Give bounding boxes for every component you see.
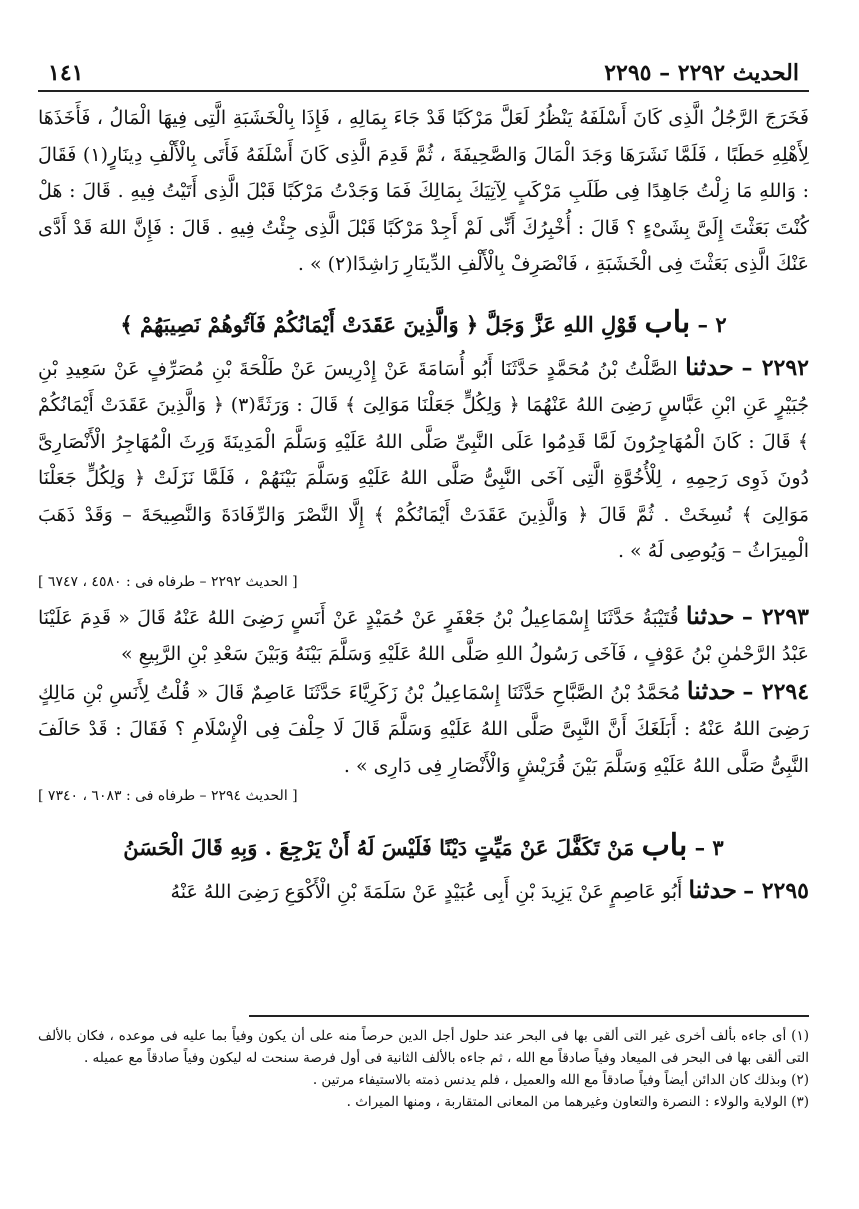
haddatha-label: حدثنا	[686, 675, 736, 705]
chapter-word: باب	[641, 828, 688, 863]
chapter-number: ٢ –	[697, 311, 727, 337]
hadith-number: ٢٢٩٤ –	[742, 678, 810, 705]
hadith-2295	[38, 872, 809, 911]
header-divider	[38, 90, 809, 92]
hadith-text: مُحَمَّدُ بْنُ الصَّبَّاحِ حَدَّثَنَا إِسْمَاعِيلُ بْنُ زَكَرِيَّاءَ حَدَّثَنَا عَاصِمٌ قَالَ « قُلْتُ لِأَنَسِ بْنِ مَالِكٍ رَضِىَ اللهُ عَنْهُ : أَبَلَغَكَ أَنَّ النَّبِىَّ صَلَّى اللهُ عَلَيْهِ وَسَلَّمَ قَالَ لَا حِلْفَ فِى الْإِسْلَامِ ؟ فَقَالَ : قَدْ حَالَفَ النَّبِىُّ صَلَّى اللهُ عَلَيْهِ وَسَلَّمَ بَيْنَ قُرَيْشٍ وَالْأَنْصَارِ فِى دَارِى » .	[38, 681, 809, 777]
hadith-text: الصَّلْتُ بْنُ مُحَمَّدٍ حَدَّثَنَا أَبُو أُسَامَةَ عَنْ إِدْرِيسَ عَنْ طَلْحَةَ بْنِ مُصَرِّفٍ عَنْ سَعِيدِ بْنِ جُبَيْرٍ عَنِ ابْنِ عَبَّاسٍ رَضِىَ اللهُ عَنْهُمَا ﴿ وَلِكُلٍّ جَعَلْنَا مَوَالِىَ ﴾ قَالَ : وَرَثَةً(٣) ﴿ وَالَّذِينَ عَقَدَتْ أَيْمَانُكُمْ ﴾ قَالَ : كَانَ الْمُهَاجِرُونَ لَمَّا قَدِمُوا عَلَى النَّبِىِّ صَلَّى اللهُ عَلَيْهِ وَسَلَّمَ الْمَدِينَةَ وَرِثَ الْمُهَاجِرُ الْأَنْصَارِىَّ دُونَ ذَوِى رَحِمِهِ ، لِلْأُخُوَّةِ الَّتِى آخَى النَّبِىُّ صَلَّى اللهُ عَلَيْهِ وَسَلَّمَ بَيْنَهُمْ ، فَلَمَّا نَزَلَتْ ﴿ وَلِكُلٍّ جَعَلْنَا مَوَالِىَ ﴾ نُسِخَتْ . ثُمَّ قَالَ ﴿ وَالَّذِينَ عَقَدَتْ أَيْمَانُكُمْ ﴾ إِلَّا النَّصْرَ وَالرِّفَادَةَ وَالنَّصِيحَةَ – وَقَدْ ذَهَبَ الْمِيرَاثُ – وَيُوصِى لَهُ » .	[38, 357, 809, 562]
footnote-2: (٢) وبذلك كان الدائن أيضاً وفياً صادقاً مع الله والعميل ، فلم يدنس ذمته بالاستيفاء مرتين .	[312, 1072, 809, 1088]
hadith-2292	[38, 349, 809, 570]
haddatha-label: حدثنا	[688, 875, 738, 904]
hadith-text: قُتَيْبَةُ حَدَّثَنَا إِسْمَاعِيلُ بْنُ جَعْفَرٍ عَنْ حُمَيْدٍ عَنْ أَنَسٍ رَضِىَ اللهُ عَنْهُ قَالَ « قَدِمَ عَلَيْنَا عَبْدُ الرَّحْمٰنِ بْنُ عَوْفٍ ، فَآخَى رَسُولُ اللهِ صَلَّى اللهُ عَلَيْهِ وَسَلَّمَ بَيْنَهُ وَبَيْنَ سَعْدِ بْنِ الرَّبِيعِ »	[38, 606, 809, 665]
hadith-number: ٢٢٩٥ –	[743, 878, 809, 904]
footnote-1: (١) أى جاءه بألف أخرى غير التى ألقى بها فى البحر عند حلول أجل الدين حرصاً منه على أن يكون وفياً بما عليه فى موعده ، فكان بالألف التى ألقى بها فى البحر فى الميعاد وفياً صادقاً مع الله ، ثم جاءه بالألف الثانية فى أول فرصة سنحت له ليكون وفياً صادقاً مع عميله .	[38, 1028, 809, 1066]
chapter-heading-2	[38, 301, 809, 347]
chapter-heading-3	[38, 824, 809, 870]
footnote-3: (٣) الولاية والولاء : النصرة والتعاون وغيرهما من المعانى المتقاربة ، ومنها الميراث .	[346, 1094, 809, 1110]
chapter-number: ٣ –	[694, 835, 724, 860]
hadith-2294-refs	[38, 786, 809, 806]
haddatha-label: حدثنا	[685, 600, 735, 630]
refs-text: [ الحديث ٢٢٩٢ – طرفاه فى : ٤٥٨٠ ، ٦٧٤٧ ]	[38, 573, 298, 590]
hadith-2293	[38, 598, 809, 673]
refs-text: [ الحديث ٢٢٩٤ – طرفاه فى : ٦٠٨٣ ، ٧٣٤٠ ]	[38, 788, 298, 804]
hadith-number: ٢٢٩٣ –	[741, 603, 809, 630]
haddatha-label: حدثنا	[685, 351, 734, 381]
lead-paragraph: فَخَرَجَ الرَّجُلُ الَّذِى كَانَ أَسْلَفَهُ يَنْظُرُ لَعَلَّ مَرْكَبًا قَدْ جَاءَ بِمَالِهِ ، فَإِذَا بِالْخَشَبَةِ الَّتِى فِيهَا الْمَالُ ، فَأَخَذَهَا لِأَهْلِهِ حَطَبًا ، فَلَمَّا نَشَرَهَا وَجَدَ الْمَالَ وَالصَّحِيفَةَ ، ثُمَّ قَدِمَ الَّذِى كَانَ أَسْلَفَهُ فَأَتَى بِالْأَلْفِ دِينَارٍ(١) فَقَالَ : وَاللهِ مَا زِلْتُ جَاهِدًا فِى طَلَبِ مَرْكَبٍ لِآتِيَكَ بِمَالِكَ فَمَا وَجَدْتُ مَرْكَبًا قَبْلَ الَّذِى أَتَيْتُ فِيهِ . قَالَ : هَلْ كُنْتَ بَعَثْتَ إِلَىَّ بِشَىْءٍ ؟ قَالَ : أُخْبِرُكَ أَنِّى لَمْ أَجِدْ مَرْكَبًا قَبْلَ الَّذِى جِئْتُ فِيهِ . قَالَ : فَإِنَّ اللهَ قَدْ أَدَّى عَنْكَ الَّذِى بَعَثْتَ فِى الْخَشَبَةِ ، فَانْصَرِفْ بِالْأَلْفِ الدِّينَارِ رَاشِدًا(٢) » .	[38, 107, 809, 275]
chapter-word: باب	[644, 304, 691, 340]
chapter-title: قَوْلِ اللهِ عَزَّ وَجَلَّ ﴿ وَالَّذِينَ عَقَدَتْ أَيْمَانُكُمْ فَآتُوهُمْ نَصِيبَهُمْ ﴾	[120, 311, 638, 337]
hadith-2294	[38, 673, 809, 785]
running-title: الحديث ٢٢٩٢ – ٢٢٩٥	[604, 60, 799, 86]
book-page	[38, 60, 809, 1189]
footnotes	[38, 1025, 809, 1113]
chapter-title: مَنْ تَكَفَّلَ عَنْ مَيِّتٍ دَيْنًا فَلَيْسَ لَهُ أَنْ يَرْجِعَ . وَبِهِ قَالَ الْحَسَنُ	[123, 835, 635, 860]
hadith-number: ٢٢٩٢ –	[741, 354, 809, 381]
hadith-2292-refs	[38, 572, 809, 592]
footnote-divider	[249, 1015, 809, 1017]
page-number: ١٤١	[48, 60, 84, 86]
hadith-text: أَبُو عَاصِمٍ عَنْ يَزِيدَ بْنِ أَبِى عُبَيْدٍ عَنْ سَلَمَةَ بْنِ الْأَكْوَعِ رَضِىَ اللهُ عَنْهُ	[170, 881, 683, 903]
page-header	[38, 60, 809, 86]
